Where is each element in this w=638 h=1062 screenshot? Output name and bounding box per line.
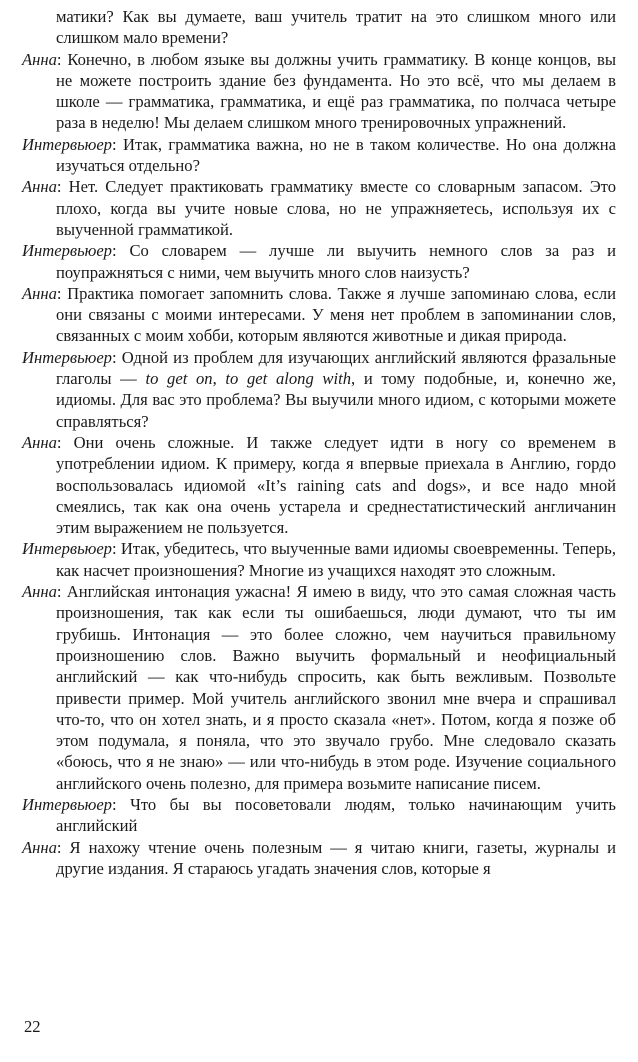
paragraph-continuation: [22, 6, 616, 49]
interview-text: [22, 6, 616, 879]
paragraph-text: , и тому подобные, и, конечно же, идиомы. Для вас это проблема? Вы выучили много идиом, с которыми можете справляться?: [56, 369, 616, 431]
paragraph-text: : Практика помогает запомнить слова. Также я лучше запоминаю слова, если они связаны с моими интересами. У меня нет проблем в запоминании слов, связанных с моим хобби, которым являются животные и дикая природа.: [56, 283, 616, 346]
paragraph-text: : Одной из проблем для изучающих английский являются фразальные глаголы —: [56, 347, 616, 389]
paragraph-text: ,: [212, 369, 226, 389]
paragraph-text: : Английская интонация ужасна! Я имею в виду, что это самая сложная часть произношения, так как если ты ошибаешься, люди думают, что ты им грубишь. Интонация — это более сложно, чем научиться правильному произношению слов. Важно выучить формальный и неофициальный английский — как что-нибудь спросить, как быть вежливым. Позвольте привести пример. Мой учитель английского звонил мне вчера и спрашивал что-то, что он хотел знать, и я просто сказала «нет». Потом, когда я позже об этом подумала, я поняла, что это звучало грубо. Мне следовало сказать «боюсь, что я не знаю» — или что-нибудь в этом роде. Изучение социального английского очень полезно, для примера возьмите написание писем.: [56, 582, 616, 793]
phrasal-verb-example: to get along with: [225, 369, 352, 389]
paragraph-anna: [22, 432, 616, 538]
paragraph-text: матики? Как вы думаете, ваш учитель тратит на это слишком много или слишком мало времени?: [56, 7, 616, 48]
page-number: 22: [24, 1017, 41, 1036]
paragraph-interviewer: [22, 347, 616, 432]
speaker-name: Интервьюер: [22, 134, 112, 154]
paragraph-text: : Со словарем — лучше ли выучить немного слов за раз и поупражняться с ними, чем выучить много слов наизусть?: [56, 241, 616, 282]
paragraph-anna: [22, 581, 616, 794]
paragraph-anna: [22, 837, 616, 880]
paragraph-text: : Нет. Следует практиковать грамматику вместе со словарным запасом. Это плохо, когда вы учите новые слова, но не упражняетесь, используя их с выученной грамматикой.: [56, 177, 616, 239]
paragraph-text: : Конечно, в любом языке вы должны учить грамматику. В конце концов, вы не можете построить здание без фундамента. Но это всё, что мы делаем в школе — грамматика, грамматика, и ещё раз грамматика, по полчаса четыре раза в неделю! Мы делаем слишком много тренировочных упражнений.: [56, 49, 616, 133]
speaker-name: Анна: [22, 283, 57, 303]
speaker-name: Интервьюер: [22, 241, 112, 261]
speaker-name: Анна: [22, 432, 57, 452]
speaker-name: Анна: [22, 837, 57, 857]
paragraph-anna: [22, 49, 616, 134]
paragraph-interviewer: [22, 538, 616, 581]
speaker-name: Анна: [22, 177, 57, 197]
paragraph-interviewer: [22, 134, 616, 177]
speaker-name: Интервьюер: [22, 539, 112, 559]
paragraph-interviewer: [22, 240, 616, 283]
speaker-name: Интервьюер: [22, 794, 112, 814]
phrasal-verb-example: to get on: [145, 369, 213, 389]
speaker-name: Анна: [22, 49, 57, 69]
paragraph-anna: [22, 283, 616, 347]
paragraph-text: : Итак, убедитесь, что выученные вами идиомы своевременны. Теперь, как насчет произношения? Многие из учащихся находят это сложным.: [56, 539, 616, 580]
paragraph-interviewer: [22, 794, 616, 837]
paragraph-anna: [22, 176, 616, 240]
paragraph-text: : Я нахожу чтение очень полезным — я читаю книги, газеты, журналы и другие издания. Я стараюсь угадать значения слов, которые я: [56, 837, 616, 878]
paragraph-text: : Итак, грамматика важна, но не в таком количестве. Но она должна изучаться отдельно?: [56, 134, 616, 176]
speaker-name: Интервьюер: [22, 347, 112, 367]
speaker-name: Анна: [22, 582, 57, 602]
paragraph-text: : Они очень сложные. И также следует идти в ногу со временем в употреблении идиом. К примеру, когда я впервые приехала в Англию, гордо воспользовалась идиомой «It’s raining cats and dogs», и все надо мной смеялись, так как она очень устарела и среднестатистический англичанин этим выражением не пользуется.: [56, 432, 616, 538]
paragraph-text: : Что бы вы посоветовали людям, только начинающим учить английский: [56, 794, 616, 836]
